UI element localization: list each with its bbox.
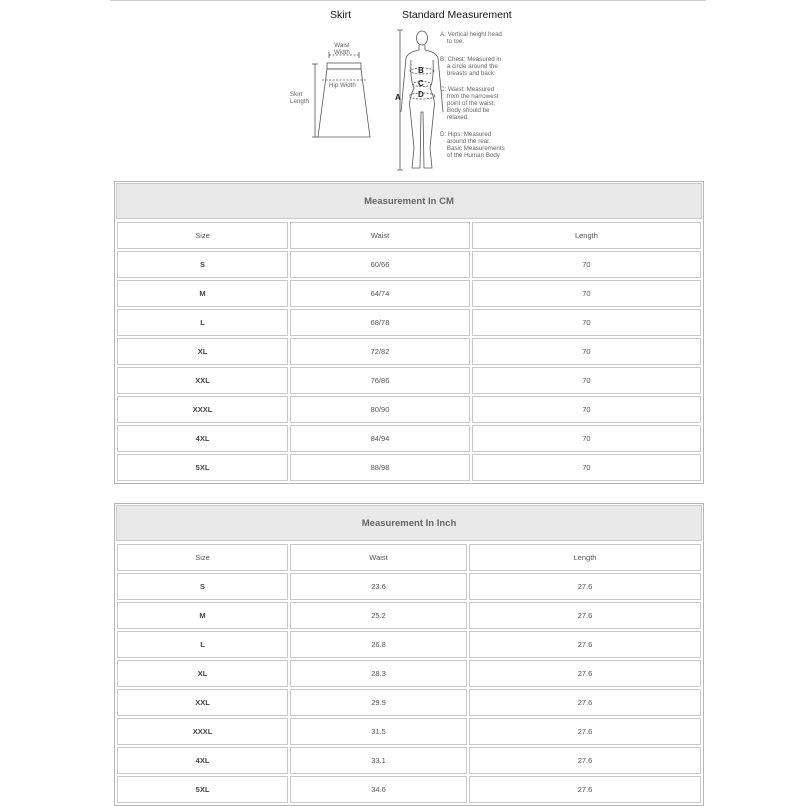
size-cell: XXL	[117, 367, 288, 394]
length-cell: 70	[472, 338, 701, 365]
waist-cell: 80/90	[290, 396, 470, 423]
table-row	[117, 573, 701, 600]
hip-width-label: Hip Width	[329, 82, 356, 89]
table-row	[117, 631, 701, 658]
waist-cell: 60/66	[290, 251, 470, 278]
waist-cell: 28.3	[290, 660, 467, 687]
size-cell: M	[117, 602, 288, 629]
size-header: Size	[117, 222, 288, 249]
letter-d: D	[418, 90, 424, 99]
size-cell: S	[117, 573, 288, 600]
cm-table-grid	[115, 220, 703, 483]
letter-b: B	[418, 66, 424, 75]
waist-cell: 25.2	[290, 602, 467, 629]
length-cell: 27.6	[469, 776, 701, 803]
length-cell: 27.6	[469, 689, 701, 716]
size-cell: XXXL	[117, 718, 288, 745]
table-row	[117, 396, 701, 423]
cm-table-title: Measurement In CM	[116, 183, 702, 219]
table-row	[117, 251, 701, 278]
length-cell: 70	[472, 367, 701, 394]
length-cell: 27.6	[469, 602, 701, 629]
table-row	[117, 602, 701, 629]
length-header: Length	[472, 222, 701, 249]
table-row	[117, 338, 701, 365]
table-header-row	[117, 544, 701, 571]
cm-size-table	[114, 181, 704, 484]
length-cell: 27.6	[469, 573, 701, 600]
note-d: D: Hips: Measured around the rear. Basic Measurements of the Human Body	[440, 131, 505, 159]
waist-cell: 31.5	[290, 718, 467, 745]
length-cell: 70	[472, 454, 701, 481]
measurement-diagram	[270, 0, 550, 178]
size-cell: 4XL	[117, 425, 288, 452]
table-row	[117, 367, 701, 394]
skirt-length-label: Skirt Length	[290, 91, 309, 105]
body-figure	[397, 30, 443, 170]
waist-cell: 68/78	[290, 309, 470, 336]
length-cell: 70	[472, 309, 701, 336]
size-illustration	[270, 0, 550, 178]
length-cell: 70	[472, 251, 701, 278]
waist-cell: 64/74	[290, 280, 470, 307]
length-cell: 70	[472, 425, 701, 452]
inch-size-table	[114, 503, 704, 806]
note-a: A: Vertical height head to toe.	[440, 31, 502, 45]
waist-cell: 84/94	[290, 425, 470, 452]
length-cell: 27.6	[469, 631, 701, 658]
waist-header: Waist	[290, 544, 467, 571]
table-row	[117, 776, 701, 803]
size-cell: 5XL	[117, 454, 288, 481]
note-b: B: Chest: Measured in a circle around the breasts and back.	[440, 56, 502, 77]
size-cell: XXL	[117, 689, 288, 716]
table-row	[117, 309, 701, 336]
skirt-title: Skirt	[330, 9, 351, 21]
table-row	[117, 747, 701, 774]
waist-cell: 33.1	[290, 747, 467, 774]
table-row	[117, 280, 701, 307]
size-cell: XL	[117, 338, 288, 365]
size-header: Size	[117, 544, 288, 571]
length-cell: 27.6	[469, 718, 701, 745]
waist-cell: 23.6	[290, 573, 467, 600]
waist-cell: 88/98	[290, 454, 470, 481]
table-row	[117, 425, 701, 452]
skirt-figure	[312, 52, 370, 137]
length-header: Length	[469, 544, 701, 571]
size-cell: S	[117, 251, 288, 278]
length-cell: 27.6	[469, 660, 701, 687]
waist-cell: 26.8	[290, 631, 467, 658]
waist-width-label: Waist Width	[334, 42, 350, 56]
inch-table-grid	[115, 542, 703, 805]
size-cell: L	[117, 309, 288, 336]
length-cell: 70	[472, 280, 701, 307]
length-cell: 27.6	[469, 747, 701, 774]
inch-table-title: Measurement In Inch	[116, 505, 702, 541]
size-cell: M	[117, 280, 288, 307]
table-row	[117, 454, 701, 481]
length-cell: 70	[472, 396, 701, 423]
table-row	[117, 660, 701, 687]
waist-cell: 76/86	[290, 367, 470, 394]
size-cell: XL	[117, 660, 288, 687]
waist-cell: 29.9	[290, 689, 467, 716]
waist-header: Waist	[290, 222, 470, 249]
letter-c: C	[418, 79, 424, 88]
letter-a: A	[395, 93, 401, 102]
size-cell: 4XL	[117, 747, 288, 774]
size-cell: 5XL	[117, 776, 288, 803]
size-cell: L	[117, 631, 288, 658]
table-row	[117, 689, 701, 716]
note-c: C: Waist: Measured from the narrowest point of the waist, Body should be relaxed.	[440, 86, 499, 121]
size-cell: XXXL	[117, 396, 288, 423]
table-header-row	[117, 222, 701, 249]
waist-cell: 72/82	[290, 338, 470, 365]
waist-cell: 34.6	[290, 776, 467, 803]
standard-measurement-title: Standard Measurement	[402, 9, 512, 21]
table-row	[117, 718, 701, 745]
